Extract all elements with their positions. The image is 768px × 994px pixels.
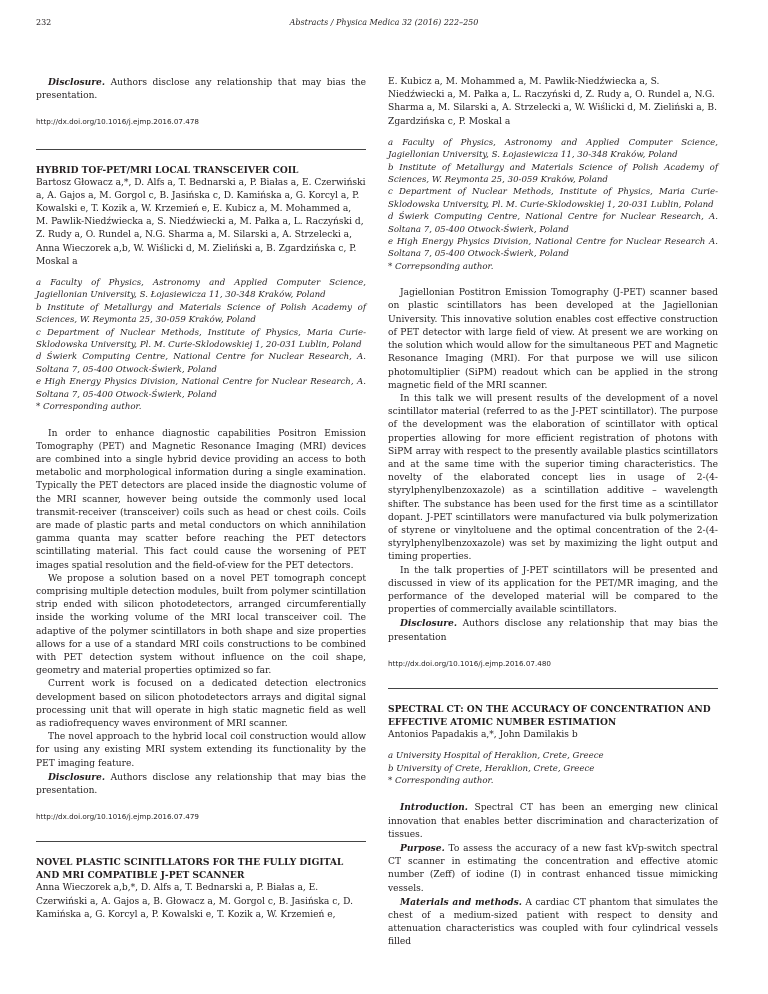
body-paragraph: In the talk properties of J-PET scintillators will be presented and discussed in view of its application for the PET/MR imaging, and the performance of the developed material will be compared to the properties of commercially available scintillators. [388,565,718,616]
body-paragraph: In this talk we will present results of the development of a novel scintillator material (referred to as the J-PET scintillator). The purpose of the development was the elaboration of scintillator with optical properties allowing for more efficient registration of photons with SiPM array with respect to the presently available plastics scintillators and at the same time with the superior timing characteristics. The novelty of the elaborated concept lies in usage of 2-(4-styrylphenylbenzoxazole) as a scintillation additive – wavelength shifter. The substance has been used for the first time as a scintillator dopant. J-PET scintillators were manufactured via bulk polymerization of styrene or vinyltoluene and the optimal concentration of the 2-(4-styrylphenylbenzoxazole) was set by maximizing the light output and timing properties. [388,393,718,563]
body-paragraph: Current work is focused on a dedicated detection electronics development based on silicon photodetectors arrays and digital signal processing unit that will operate in high static magnetic field as well as radiofrequency waves environment of MRI scanner. [36,679,366,729]
section-divider [36,149,366,150]
abstract-title: HYBRID TOF-PET/MRI LOCAL TRANSCEIVER COIL [36,164,299,176]
corresponding-author-note: * Corresponding author. [36,402,142,413]
affiliation: b Institute of Metallurgy and Materials Science of Polish Academy of Sciences, W. Reymonta 25, 30-059 Kraków, Poland [36,302,366,326]
affiliation: c Department of Nuclear Methods, Institute of Physics, Maria Curie-Sklodowska University, Pl. M. Curie-Sklodowskiej 1, 20-031 Lublin, Poland [388,187,718,210]
affiliations [388,137,718,273]
methods-paragraph: Materials and methods. A cardiac CT phantom that simulates the chest of a medium-sized patient with respect to density and attenuation characteristics was coupled with four cylindrical vessels filled [388,896,719,948]
affiliation: d Świerk Computing Centre, National Centre for Nuclear Research, A. Soltana 7, 05-400 Otwock-Świerk, Poland [36,352,366,375]
page-header [36,18,732,32]
left-column [36,76,366,930]
affiliation: e High Energy Physics Division, National Centre for Nuclear Research, A. Soltana 7, 05-400 Otwock-Świerk, Poland [36,377,366,400]
doi-link[interactable]: http://dx.doi.org/10.1016/j.ejmp.2016.07.480 [388,658,551,668]
journal-running-title: Abstracts / Physica Medica 32 (2016) 222–250 [289,18,479,27]
disclosure-paragraph: Disclosure. Authors disclose any relationship that may bias the presentation. [36,771,366,796]
purpose-paragraph: Purpose. To assess the accuracy of a new fast kVp-switch spectral CT scanner in estimating the concentration and effective atomic number (Zeff) of iodine (I) in contrast enhanced tissue mimicking vessels. [388,843,718,894]
affiliation: a Faculty of Physics, Astronomy and Applied Computer Science, Jagiellonian University, S. Łojasiewicza 11, 30-348 Kraków, Poland [388,137,718,161]
affiliation: d Świerk Computing Centre, National Centre for Nuclear Research, A. Soltana 7, 05-400 Otwock-Świerk, Poland [388,212,718,235]
author-list: Anna Wieczorek a,b,*, D. Alfs a, T. Bednarski a, P. Białas a, E. Czerwiński a, A. Gajos a, B. Głowacz a, M. Gorgol c, B. Jasińska c, D. Kamińska a, G. Korcyl a, P. Kowalski e, T. Kozik a, W. Krzemień e, [36,883,353,920]
affiliation: e High Energy Physics Division, National Centre for Nuclear Research A. Soltana 7, 05-400 Otwock-Świerk, Poland [388,237,718,260]
affiliations [388,750,718,787]
affiliation: a Faculty of Physics, Astronomy and Applied Computer Science, Jagiellonian University, S. Łojasiewicza 11, 30-348 Kraków, Poland [36,278,366,301]
corresponding-author-note: * Correpsonding author. [388,261,494,272]
page-number: 232 [36,18,52,27]
doi-link[interactable]: http://dx.doi.org/10.1016/j.ejmp.2016.07.479 [36,812,199,822]
disclosure-paragraph: Disclosure. Authors disclose any relationship that may bias the presentation. [36,77,366,102]
disclosure-paragraph: Disclosure. Authors disclose any relationship that may bias the presentation [388,618,718,643]
affiliation: a University Hospital of Heraklion, Crete, Greece [388,751,604,762]
corresponding-author-note: * Corresponding author. [388,775,494,786]
affiliation: b University of Crete, Heraklion, Crete, Greece [388,763,595,774]
body-paragraph: The novel approach to the hybrid local coil construction would allow for using any existing MRI system extending its functionality by the PET imaging feature. [36,732,366,769]
affiliation: b Institute of Metallurgy and Materials Science of Polish Academy of Sciences, W. Reymonta 25, 30-059 Kraków, Poland [388,162,718,186]
section-divider [388,688,718,689]
body-paragraph: Jagiellonian Postitron Emission Tomography (J-PET) scanner based on plastic scintillators has been developed at the Jagiellonian University. This innovative solution enables cost effective construction of PET detector with large field of view. At present we are working on the solution which would allow for the simultaneous PET and Magnetic Resonance Imaging (MRI). For that purpose we will use silicon photomultiplier (SiPM) readout which can be applied in the strong magnetic field of the MRI scanner. [388,288,718,391]
abstract-title: NOVEL PLASTIC SCINITLLATORS FOR THE FULLY DIGITAL AND MRI COMPATIBLE J-PET SCANNER [36,857,344,882]
section-divider [36,841,366,842]
doi-link[interactable]: http://dx.doi.org/10.1016/j.ejmp.2016.07.478 [36,117,199,127]
abstract-title: SPECTRAL CT: ON THE ACCURACY OF CONCENTRATION AND EFFECTIVE ATOMIC NUMBER ESTIMATION [388,703,711,728]
affiliation: c Department of Nuclear Methods, Institute of Physics, Maria Curie-Sklodowska University, Pl. M. Curie-Sklodowskiej 1, 20-031 Lublin, Poland [36,327,366,351]
body-paragraph: In order to enhance diagnostic capabilities Positron Emission Tomography (PET) and Magnetic Resonance Imaging (MRI) devices are combined into a single hybrid device providing an access to both metabolic and morphological information during a single examination. Typically the PET detectors are placed inside the diagnostic volume of the MRI scanner, however being outside the commonly used local transmit-receiver (transceiver) coils such as head or chest coils. Coils are made of plastic parts and metal conductors on which annihilation gamma quanta may scatter before reaching the PET detectors scintillating material. This fact could cause the worsening of PET images spatial resolution and the field-of-view for the PET detectors. [36,428,366,571]
body-paragraph: We propose a solution based on a novel PET tomograph concept comprising multiple detection modules, built from polymer scintillation strip ended with silicon photodetectors, arranged circumferentially inside the working volume of the MRI local transceiver coil. The adaptive of the polymer scintillators in both shape and size properties allows for a use of a standard MRI coils constructions to be combined with PET detection system without influence on the coil shape, geometry and material properties optimized so far. [36,573,366,677]
author-list: Antonios Papadakis a,*, John Damilakis b [388,729,578,740]
author-list: E. Kubicz a, M. Mohammed a, M. Pawlik-Niedźwiecka a, S. Niedźwiecki a, M. Pałka a, L. Raczyński d, Z. Rudy a, O. Rundel a, N.G. Sharma a, M. Silarski a, A. Strzelecki a, W. Wiślicki d, M. Zieliński a, B. Zgardzińska c, P. Moskal a [388,77,717,127]
introduction-paragraph: Introduction. Spectral CT has been an emerging new clinical innovation that enables better discrimination and characterization of tissues. [388,802,718,840]
right-column [388,76,718,950]
affiliations [36,277,366,413]
author-list: Bartosz Głowacz a,*, D. Alfs a, T. Bednarski a, P. Białas a, E. Czerwiński a, A. Gajos a, M. Gorgol c, B. Jasińska c, D. Kamińska a, G. Korcyl a, P. Kowalski e, T. Kozik a, W. Krzemień e, E. Kubicz a, M. Mohammed a, M. Pawlik-Niedźwiecka a, S. Niedźwiecki a, M. Pałka a, L. Raczyński d, Z. Rudy a, O. Rundel a, N.G. Sharma a, M. Silarski a, A. Strzelecki a, Anna Wieczorek a,b, W. Wiślicki d, M. Zieliński a, B. Zgardzińska c, P. Moskal a [36,177,366,267]
